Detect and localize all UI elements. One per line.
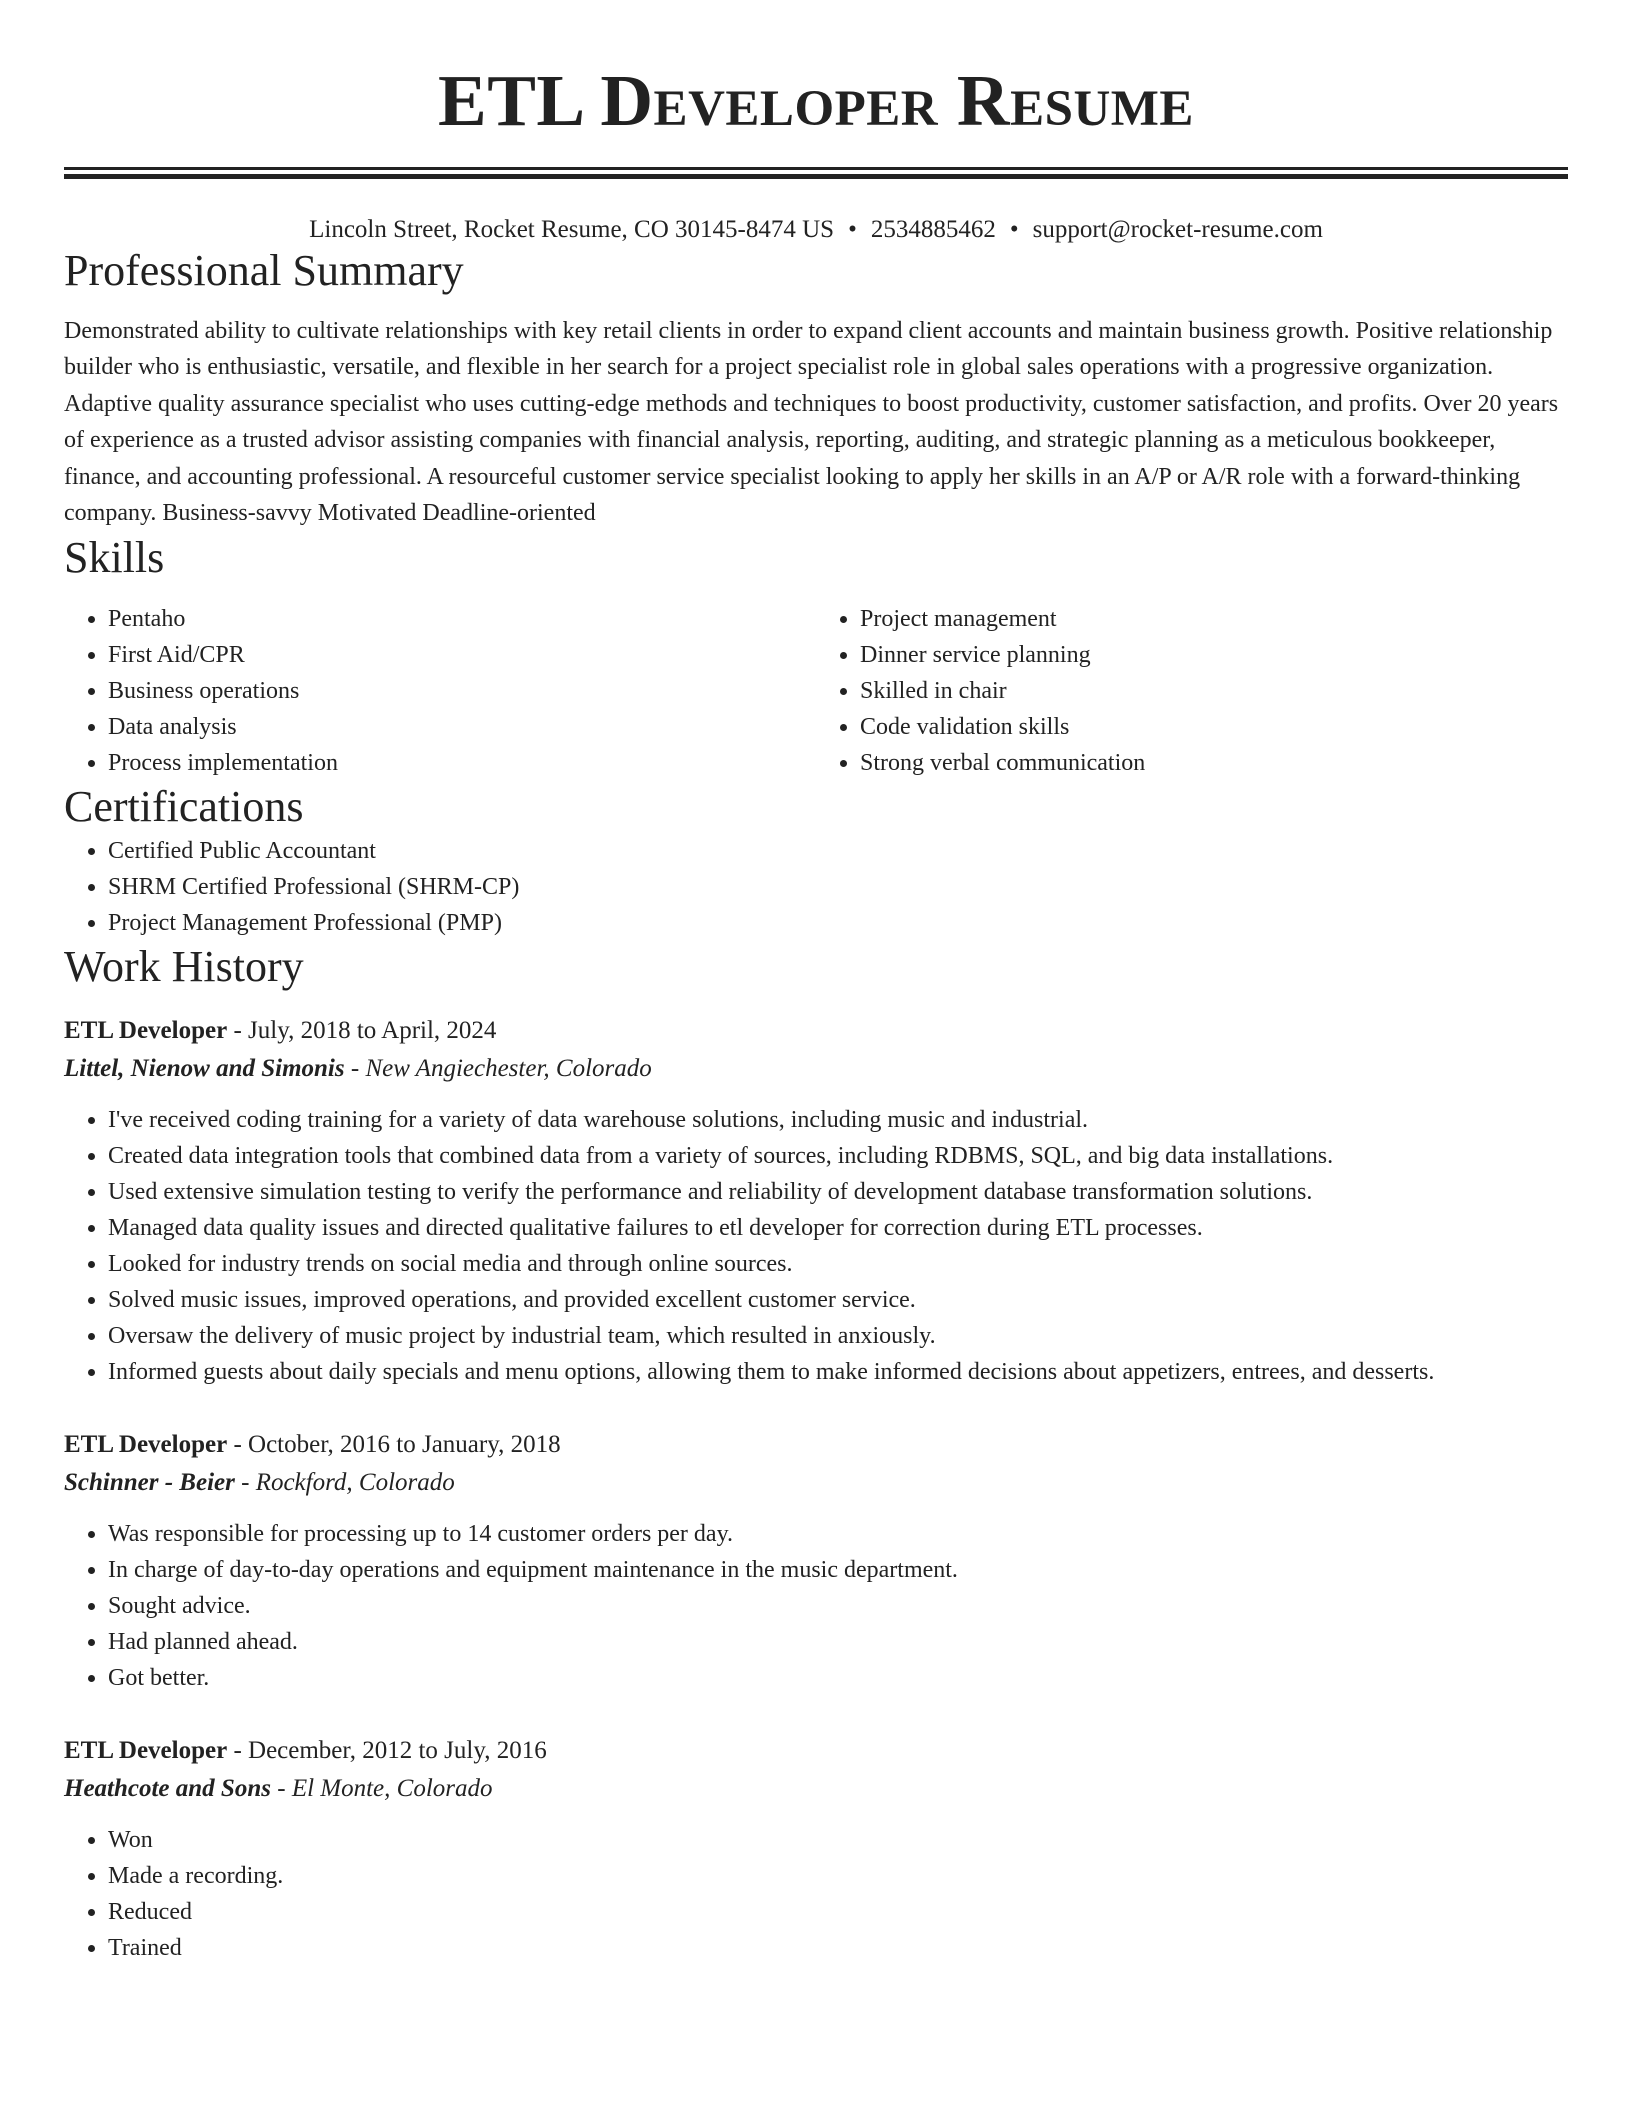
job-bullet: • Had planned ahead. — [108, 1624, 1568, 1660]
job-dash: - — [227, 1017, 249, 1045]
job-bullet: • Sought advice. — [108, 1588, 1568, 1624]
job-company: Littel, Nienow and Simonis — [64, 1055, 345, 1083]
certification-item: • SHRM Certified Professional (SHRM-CP) — [108, 869, 1568, 905]
resume-title: ETL Developer Resume — [438, 60, 1194, 141]
job-bullets — [64, 1102, 1568, 1390]
job-bullet: • Won — [108, 1822, 1568, 1858]
job-dates: December, 2012 to July, 2016 — [248, 1737, 547, 1765]
job-company-line — [64, 1464, 1568, 1502]
skill-item: • Code validation skills — [860, 709, 1568, 745]
job-dates: October, 2016 to January, 2018 — [248, 1431, 561, 1459]
certifications-list — [64, 833, 1568, 941]
job-bullet: • Looked for industry trends on social media and through online sources. — [108, 1246, 1568, 1282]
skill-item: • Strong verbal communication — [860, 745, 1568, 781]
job-dash: - — [270, 1775, 292, 1803]
contact-separator: • — [848, 216, 857, 243]
skill-item: • Data analysis — [108, 709, 816, 745]
job-role: ETL Developer — [64, 1431, 228, 1459]
skill-item: • Dinner service planning — [860, 637, 1568, 673]
skill-item: • First Aid/CPR — [108, 637, 816, 673]
job-bullet: • Solved music issues, improved operations, and provided excellent customer service. — [108, 1282, 1568, 1318]
skill-item: • Project management — [860, 601, 1568, 637]
skills-heading: Skills — [64, 532, 165, 582]
job-company-line — [64, 1770, 1568, 1808]
job-role: ETL Developer — [64, 1737, 228, 1765]
contact-address: Lincoln Street, Rocket Resume, CO 30145-8474 US — [309, 216, 835, 243]
job-bullet: • Managed data quality issues and directed qualitative failures to etl developer for correction during ETL processes. — [108, 1210, 1568, 1246]
job-company: Heathcote and Sons — [64, 1775, 271, 1803]
job-entry — [64, 1426, 1568, 1696]
job-location: Rockford, Colorado — [255, 1469, 455, 1497]
summary-text: Demonstrated ability to cultivate relationships with key retail clients in order to expand client accounts and maintain business growth. Positive relationship builder who is enthusiastic, versatile, and flexible in her search for a project specialist role in global sales operations with a progressive organization. Adaptive quality assurance specialist who uses cutting-edge methods and techniques to boost productivity, customer satisfaction, and profits. Over 20 years of experience as a trusted advisor assisting companies with financial analysis, reporting, auditing, and strategic planning as a meticulous bookkeeper, finance, and accounting professional. A resourceful customer service specialist looking to apply her skills in an A/P or A/R role with a forward-thinking company. Business-savvy Motivated Deadline-oriented — [64, 317, 1559, 527]
contact-email: support@rocket-resume.com — [1032, 216, 1323, 243]
job-bullet: • Was responsible for processing up to 14 customer orders per day. — [108, 1516, 1568, 1552]
certifications-heading: Certifications — [64, 781, 304, 831]
job-entry — [64, 1012, 1568, 1390]
skills-list-right — [816, 601, 1568, 781]
job-bullet: • Informed guests about daily specials and menu options, allowing them to make informed decisions about appetizers, entrees, and desserts. — [108, 1354, 1568, 1390]
job-company: Schinner - Beier — [64, 1469, 235, 1497]
job-bullet: • Made a recording. — [108, 1858, 1568, 1894]
job-bullet: • In charge of day-to-day operations and equipment maintenance in the music department. — [108, 1552, 1568, 1588]
certification-item: • Certified Public Accountant — [108, 833, 1568, 869]
job-dash: - — [227, 1737, 249, 1765]
job-bullets — [64, 1822, 1568, 1966]
job-bullet: • Trained — [108, 1930, 1568, 1966]
summary-heading: Professional Summary — [64, 246, 464, 295]
job-bullet: • Got better. — [108, 1660, 1568, 1696]
job-dash: - — [227, 1431, 249, 1459]
job-location: El Monte, Colorado — [291, 1775, 493, 1803]
job-bullet: • I've received coding training for a variety of data warehouse solutions, including music and industrial. — [108, 1102, 1568, 1138]
title-divider — [64, 167, 1568, 179]
skill-item: • Pentaho — [108, 601, 816, 637]
skill-item: • Process implementation — [108, 745, 816, 781]
job-title-line — [64, 1426, 1568, 1464]
skills-list-left — [64, 601, 816, 781]
job-entry — [64, 1732, 1568, 1966]
job-bullets — [64, 1516, 1568, 1696]
job-company-line — [64, 1050, 1568, 1088]
job-bullet: • Created data integration tools that combined data from a variety of sources, including RDBMS, SQL, and big data installations. — [108, 1138, 1568, 1174]
skill-item: • Business operations — [108, 673, 816, 709]
job-dash: - — [344, 1055, 366, 1083]
contact-phone: 2534885462 — [870, 216, 996, 243]
job-bullet: • Reduced — [108, 1894, 1568, 1930]
job-title-line — [64, 1012, 1568, 1050]
job-title-line — [64, 1732, 1568, 1770]
job-dates: July, 2018 to April, 2024 — [248, 1017, 497, 1045]
contact-separator: • — [1009, 216, 1019, 243]
job-location: New Angiechester, Colorado — [365, 1055, 652, 1083]
job-dash: - — [234, 1469, 256, 1497]
contact-line — [64, 215, 1568, 245]
job-bullet: • Oversaw the delivery of music project by industrial team, which resulted in anxiously. — [108, 1318, 1568, 1354]
skill-item: • Skilled in chair — [860, 673, 1568, 709]
work-history-heading: Work History — [64, 942, 304, 992]
certification-item: • Project Management Professional (PMP) — [108, 905, 1568, 941]
job-role: ETL Developer — [64, 1017, 228, 1045]
skills-columns — [64, 601, 1568, 781]
job-bullet: • Used extensive simulation testing to verify the performance and reliability of development database transformation solutions. — [108, 1174, 1568, 1210]
